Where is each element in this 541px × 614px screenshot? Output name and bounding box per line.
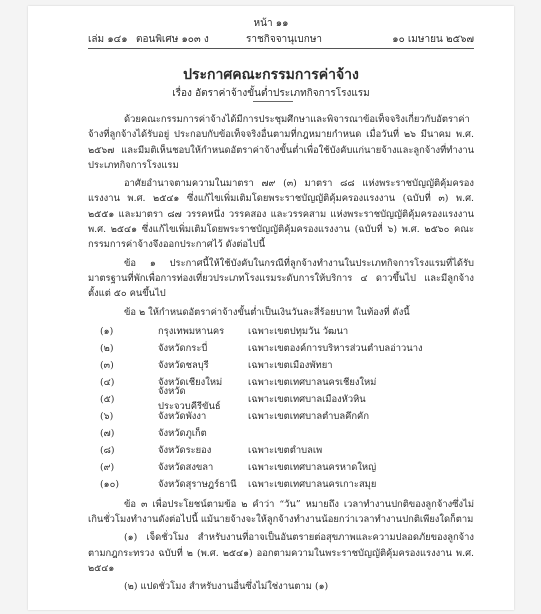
announcement-subject: เรื่อง อัตราค่าจ้างขั้นต่ำประเภทกิจการโรงแรม: [172, 88, 370, 99]
area-province: จังหวัดภูเก็ต: [158, 427, 207, 439]
area-list-item: [88, 408, 474, 425]
area-list-item: [88, 386, 474, 413]
area-list-item: [88, 476, 474, 493]
area-province: จังหวัดชลบุรี: [158, 359, 209, 371]
area-detail: เฉพาะเขตองค์การบริหารส่วนตำบลอ่าวนาง: [248, 342, 423, 354]
area-list-item: [88, 374, 474, 391]
area-number: (๑๐): [100, 478, 119, 490]
area-detail: เฉพาะเขตเทศบาลเมืองหัวหิน: [248, 393, 366, 405]
area-number: (๔): [100, 376, 115, 388]
clause-3-item-2: (๒) แปดชั่วโมง สำหรับงานอื่นซึ่งไม่ใช่งานตาม (๑): [124, 581, 329, 593]
area-province: จังหวัดกระบี่: [158, 342, 208, 354]
publish-date: ๑๐ เมษายน ๒๕๖๗: [392, 34, 474, 45]
area-number: (๑): [100, 325, 114, 337]
gazette-name: ราชกิจจานุเบกษา: [246, 34, 323, 45]
area-detail: เฉพาะเขตเมืองพัทยา: [248, 359, 333, 371]
area-detail: เฉพาะเขตเทศบาลนครเกาะสมุย: [248, 478, 377, 490]
area-list: [88, 323, 474, 493]
title-divider: [253, 101, 293, 102]
area-detail: เฉพาะเขตเทศบาลนครเชียงใหม่: [248, 376, 377, 388]
area-number: (๒): [100, 342, 114, 354]
area-province: จังหวัดสุราษฎร์ธานี: [158, 478, 237, 490]
area-province: กรุงเทพมหานคร: [158, 325, 225, 337]
clause-3-item-1: (๑) เจ็ดชั่วโมง สำหรับงานที่อาจเป็นอันตรายต่อสุขภาพและความปลอดภัยของลูกจ้างตามกฎกระทรวง ฉบับที่ ๒ (พ.ศ. ๒๕๔๑) ออกตามความในพระราชบัญญัติคุ้มครองแรงงาน พ.ศ. ๒๕๔๑: [88, 532, 474, 575]
announcement-body: [88, 112, 474, 598]
area-number: (๓): [100, 359, 114, 371]
area-list-item: [88, 442, 474, 459]
area-province: จังหวัดพังงา: [158, 410, 207, 422]
area-list-item: [88, 357, 474, 374]
area-list-item: [88, 323, 474, 340]
clause-2: ข้อ ๒ ให้กำหนดอัตราค่าจ้างขั้นต่ำเป็นเงินวันละสี่ร้อยบาท ในท้องที่ ดังนี้: [124, 306, 410, 318]
volume-label: เล่ม ๑๔๑: [88, 34, 128, 45]
paragraph-authority: อาศัยอำนาจตามความในมาตรา ๗๙ (๓) มาตรา ๘๘ แห่งพระราชบัญญัติคุ้มครองแรงงาน พ.ศ. ๒๕๔๑ ซึ่งแก้ไขเพิ่มเติมโดยพระราชบัญญัติคุ้มครองแรงงาน (ฉบับที่ ๓) พ.ศ. ๒๕๕๑ และมาตรา ๘๗ วรรคหนึ่ง วรรคสอง และวรรคสาม แห่งพระราชบัญญัติคุ้มครองแรงงาน พ.ศ. ๒๕๔๑ ซึ่งแก้ไขเพิ่มเติมโดยพระราชบัญญัติคุ้มครองแรงงาน (ฉบับที่ ๖) พ.ศ. ๒๕๖๐ คณะกรรมการค่าจ้างจึงออกประกาศไว้ ดังต่อไปนี้: [88, 178, 474, 251]
area-list-item: [88, 340, 474, 357]
page-number: หน้า ๑๑: [253, 18, 289, 29]
area-province: จังหวัดระยอง: [158, 444, 212, 456]
area-number: (๕): [100, 393, 115, 405]
area-detail: เฉพาะเขตตำบลเพ: [248, 444, 323, 456]
area-province: จังหวัดประจวบคีรีขันธ์: [158, 386, 221, 413]
header-divider: [88, 48, 474, 49]
area-number: (๗): [100, 427, 115, 439]
area-list-item: [88, 459, 474, 476]
area-number: (๙): [100, 461, 115, 473]
clause-1: ข้อ ๑ ประกาศนี้ให้ใช้บังคับในกรณีที่ลูกจ้างทำงานในประเภทกิจการโรงแรมที่ได้รับมาตรฐานที่พักเพื่อการท่องเที่ยวประเภทโรงแรมระดับการให้บริการ ๔ ดาวขึ้นไป และมีลูกจ้างตั้งแต่ ๕๐ คนขึ้นไป: [88, 257, 474, 300]
gazette-header: [88, 32, 474, 46]
area-detail: เฉพาะเขตปทุมวัน วัฒนา: [248, 325, 349, 337]
area-number: (๖): [100, 410, 114, 422]
area-list-item: [88, 425, 474, 442]
section-label: ตอนพิเศษ ๑๐๓ ง: [136, 34, 209, 45]
area-province: จังหวัดเชียงใหม่: [158, 376, 223, 388]
clause-3: ข้อ ๓ เพื่อประโยชน์ตามข้อ ๒ คำว่า “วัน” หมายถึง เวลาทำงานปกติของลูกจ้างซึ่งไม่เกินชั่วโมงทำงานดังต่อไปนี้ แม้นายจ้างจะให้ลูกจ้างทำงานน้อยกว่าเวลาทำงานปกติเพียงใดก็ตาม: [88, 498, 474, 526]
area-detail: เฉพาะเขตเทศบาลตำบลคึกคัก: [248, 410, 370, 422]
area-detail: เฉพาะเขตเทศบาลนครหาดใหญ่: [248, 461, 377, 473]
area-province: จังหวัดสงขลา: [158, 461, 214, 473]
document-page: [28, 6, 514, 610]
area-number: (๘): [100, 444, 115, 456]
announcement-title: ประกาศคณะกรรมการค่าจ้าง: [183, 67, 359, 83]
paragraph-preamble: ด้วยคณะกรรมการค่าจ้างได้มีการประชุมศึกษาและพิจารณาข้อเท็จจริงเกี่ยวกับอัตราค่าจ้างที่ลูกจ้างได้รับอยู่ ประกอบกับข้อเท็จจริงอื่นตามที่กฎหมายกำหนด เมื่อวันที่ ๒๖ มีนาคม พ.ศ. ๒๕๖๗ และมีมติเห็นชอบให้กำหนดอัตราค่าจ้างขั้นต่ำเพื่อใช้บังคับแก่นายจ้างและลูกจ้างที่ทำงานประเภทกิจการโรงแรม: [88, 114, 474, 171]
